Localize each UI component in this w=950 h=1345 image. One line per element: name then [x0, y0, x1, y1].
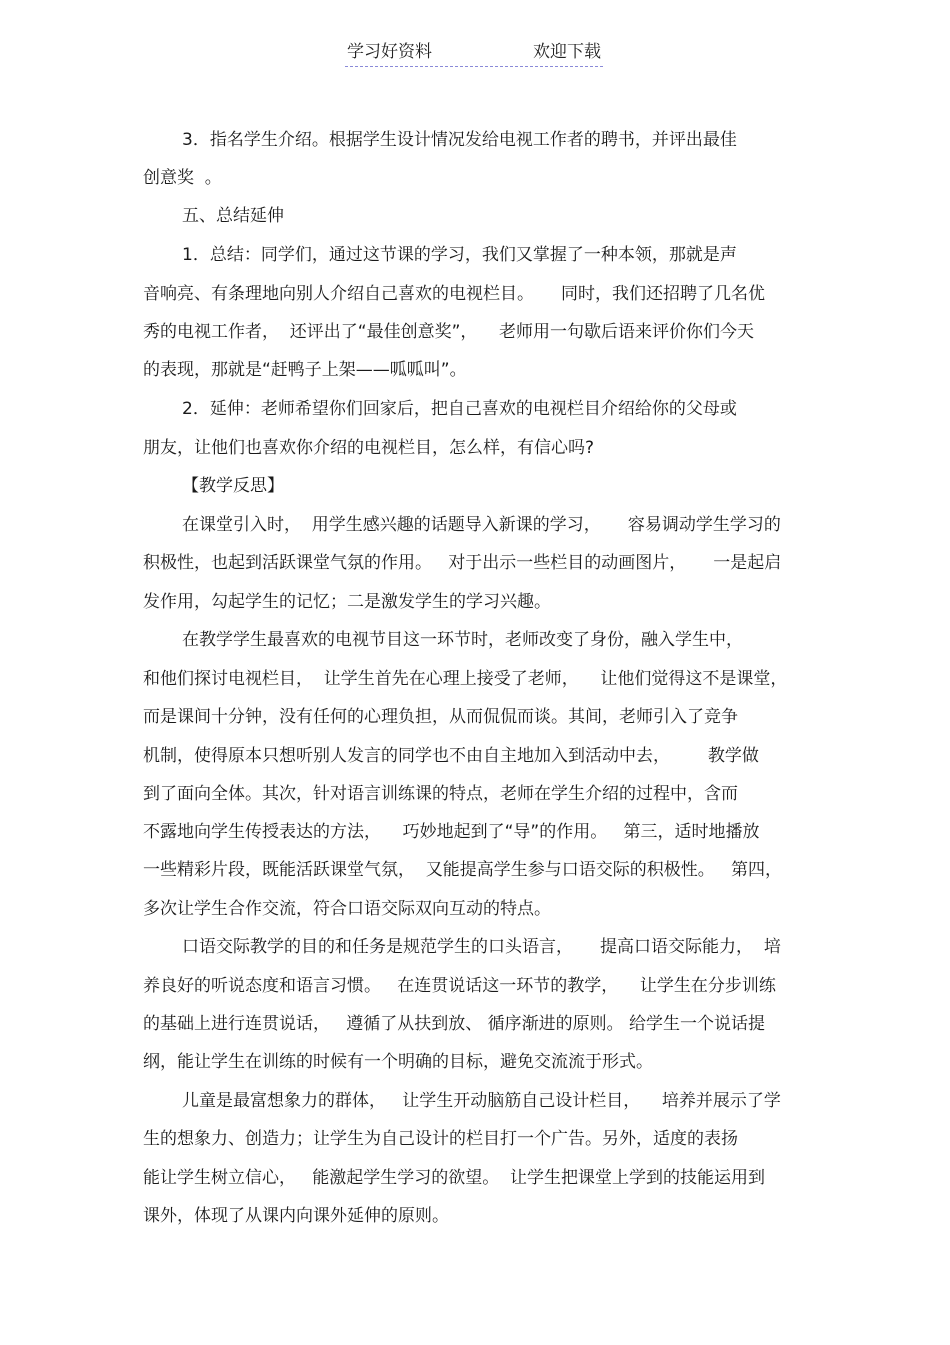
text-line: 在教学学生最喜欢的电视节目这一环节时，老师改变了身份，融入学生中，	[182, 630, 743, 650]
text-line: 2．延伸：老师希望你们回家后，把自己喜欢的电视栏目介绍给你的父母或	[182, 399, 737, 419]
text-line: 1．总结：同学们，通过这节课的学习，我们又掌握了一种本领，那就是声	[182, 245, 737, 265]
text-line: 创意奖 。	[143, 168, 222, 188]
text-line: 养良好的听说态度和语言习惯。 在连贯说话这一环节的教学， 让学生在分步训练	[143, 976, 776, 996]
text-line: 多次让学生合作交流，符合口语交际双向互动的特点。	[143, 899, 551, 919]
text-line: 一些精彩片段，既能活跃课堂气氛， 又能提高学生参与口语交际的积极性。 第四，	[143, 860, 783, 880]
text-line: 和他们探讨电视栏目， 让学生首先在心理上接受了老师， 让他们觉得这不是课堂，	[143, 669, 788, 689]
text-line: 而是课间十分钟，没有任何的心理负担，从而侃侃而谈。其间，老师引入了竞争	[143, 707, 738, 727]
text-line: 课外，体现了从课内向课外延伸的原则。	[143, 1206, 449, 1226]
text-line: 不露地向学生传授表达的方法， 巧妙地起到了“导”的作用。 第三，适时地播放	[143, 822, 760, 842]
text-line: 能让学生树立信心， 能激起学生学习的欲望。 让学生把课堂上学到的技能运用到	[143, 1168, 766, 1188]
text-line: 积极性，也起到活跃课堂气氛的作用。 对于出示一些栏目的动画图片， 一是起启	[143, 553, 782, 573]
header-left-text: 学习好资料	[347, 42, 432, 62]
text-line: 发作用，勾起学生的记忆；二是激发学生的学习兴趣。	[143, 592, 551, 612]
page-header	[345, 40, 603, 67]
text-line: 3．指名学生介绍。根据学生设计情况发给电视工作者的聘书，并评出最佳	[182, 130, 737, 150]
text-line: 音响亮、有条理地向别人介绍自己喜欢的电视栏目。 同时，我们还招聘了几名优	[143, 284, 766, 304]
section-heading: 五、总结延伸	[182, 206, 284, 226]
text-line: 在课堂引入时， 用学生感兴趣的话题导入新课的学习， 容易调动学生学习的	[182, 515, 781, 535]
header-right-text: 欢迎下载	[533, 42, 601, 62]
text-line: 朋友，让他们也喜欢你介绍的电视栏目，怎么样，有信心吗?	[143, 438, 595, 458]
text-line: 机制，使得原本只想听别人发言的同学也不由自主地加入到活动中去， 教学做	[143, 746, 759, 766]
text-line: 生的想象力、创造力；让学生为自己设计的栏目打一个广告。另外，适度的表扬	[143, 1129, 738, 1149]
text-line: 纲，能让学生在训练的时候有一个明确的目标，避免交流流于形式。	[143, 1052, 653, 1072]
text-line: 到了面向全体。其次，针对语言训练课的特点，老师在学生介绍的过程中，含而	[143, 784, 738, 804]
section-heading: 【教学反思】	[182, 476, 284, 496]
text-line: 儿童是最富想象力的群体， 让学生开动脑筋自己设计栏目， 培养并展示了学	[182, 1091, 781, 1111]
text-line: 的表现，那就是“赶鸭子上架——呱呱叫”。	[143, 360, 467, 380]
text-line: 口语交际教学的目的和任务是规范学生的口头语言， 提高口语交际能力， 培	[182, 937, 781, 957]
text-line: 的基础上进行连贯说话， 遵循了从扶到放、 循序渐进的原则。 给学生一个说话提	[143, 1014, 766, 1034]
text-line: 秀的电视工作者， 还评出了“最佳创意奖”， 老师用一句歇后语来评价你们今天	[143, 322, 755, 342]
